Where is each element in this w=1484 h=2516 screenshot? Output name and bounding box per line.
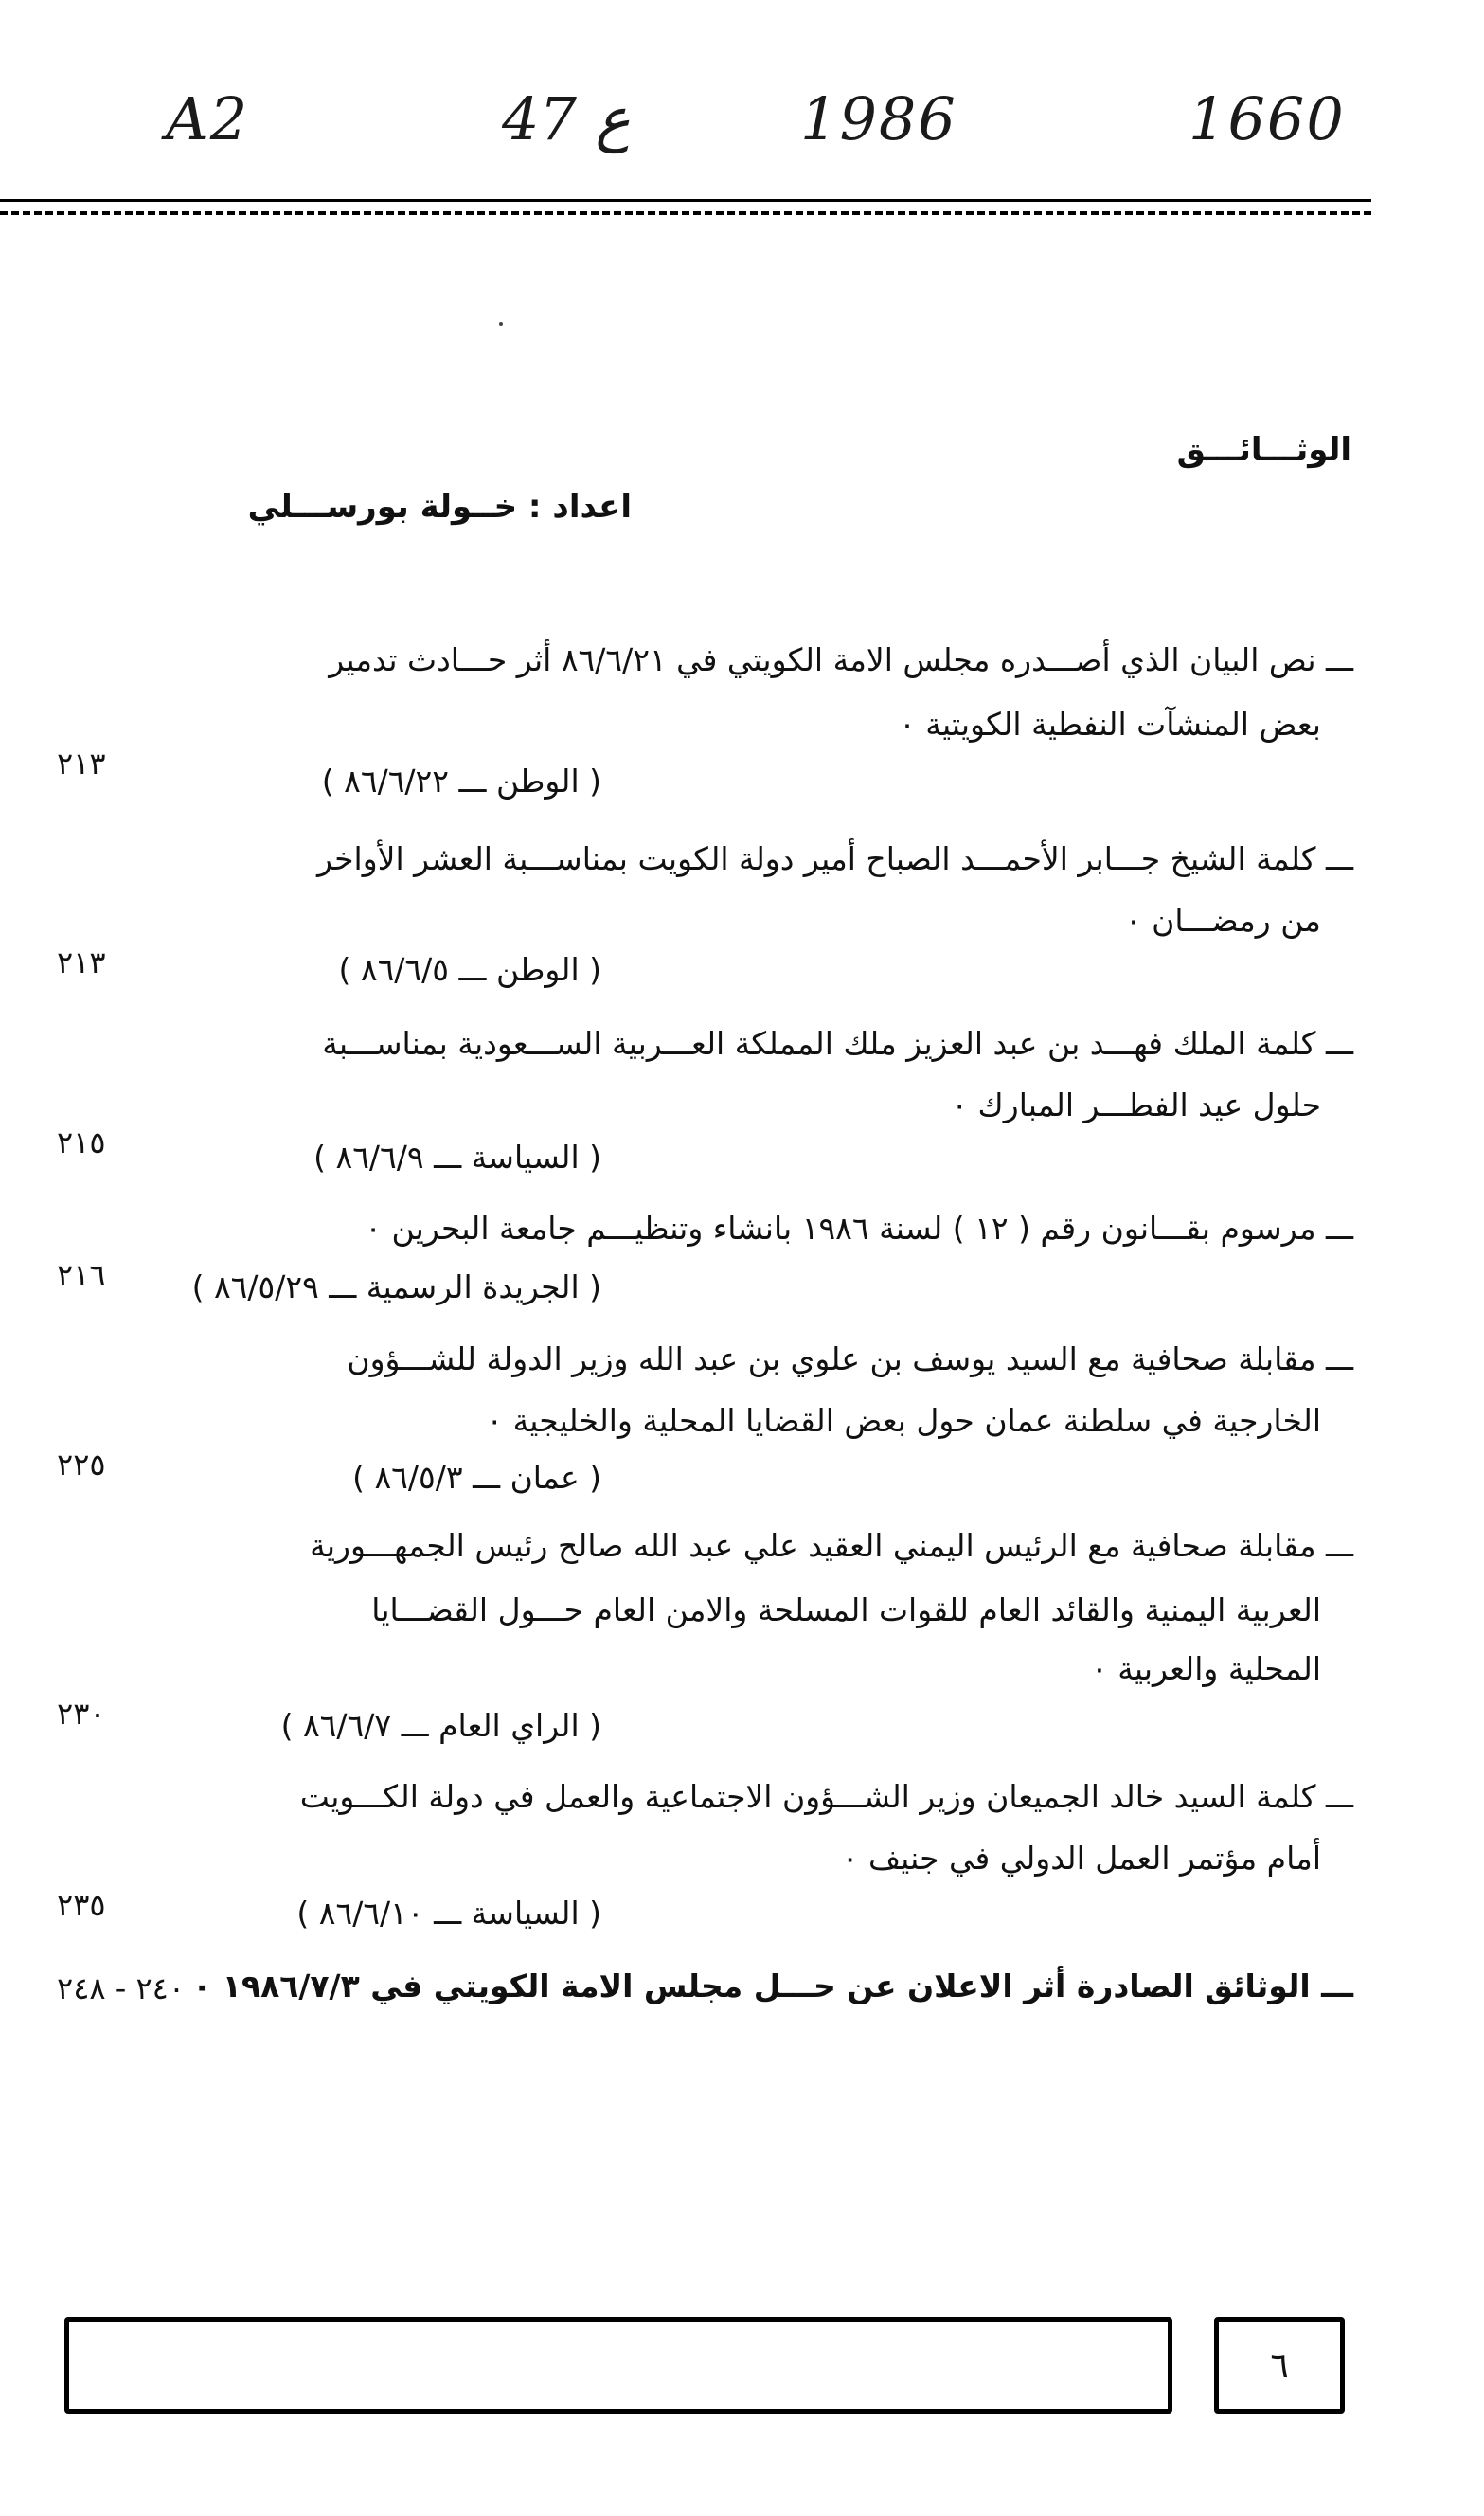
entry-2-page: ٢١٣ (57, 944, 106, 980)
entry-7-line-2: أمام مؤتمر العمل الدولي في جنيف ٠ (841, 1840, 1321, 1877)
handwritten-ref: ع 47 (502, 84, 631, 153)
entry-1-source: ( الوطن ـــ ٨٦/٦/٢٢ ) (321, 763, 601, 800)
entry-7-page: ٢٣٥ (57, 1887, 106, 1923)
entry-5-page: ٢٢٥ (57, 1447, 106, 1483)
header-dashed-rule (0, 211, 1371, 215)
page-number-box (1214, 2317, 1345, 2414)
speck (499, 322, 503, 326)
entry-6-line-2: العربية اليمنية والقائد العام للقوات المسلحة والامن العام حـــول القضـــايا (371, 1591, 1321, 1628)
handwritten-code: A2 (166, 84, 250, 153)
entry-3-line-1: ـــ كلمة الملك فهـــد بن عبد العزيز ملك المملكة العـــربية الســـعودية بمناســـبة (322, 1025, 1353, 1062)
prepared-by: اعداد : خــولة بورســـلي (247, 488, 632, 526)
entry-3-line-2: حلول عيد الفطـــر المبارك ٠ (951, 1087, 1321, 1123)
section-title: الوثـــائـــق (1176, 431, 1351, 469)
header-rule (0, 199, 1371, 202)
entry-6-line-3: المحلية والعربية ٠ (1090, 1650, 1321, 1687)
entry-1-line-1: ـــ نص البيان الذي أصـــدره مجلس الامة الكويتي في ٨٦/٦/٢١ أثر حـــادث تدمير (329, 641, 1353, 678)
entry-6-source: ( الراي العام ـــ ٨٦/٦/٧ ) (280, 1707, 601, 1744)
footer-box (64, 2317, 1172, 2414)
entry-3-page: ٢١٥ (57, 1124, 106, 1160)
entry-7-source: ( السياسة ـــ ٨٦/٦/١٠ ) (296, 1895, 601, 1932)
entry-1-line-2: بعض المنشآت النفطية الكويتية ٠ (899, 706, 1321, 743)
entry-6-line-1: ـــ مقابلة صحافية مع الرئيس اليمني العقيد علي عبد الله صالح رئيس الجمهـــورية (310, 1527, 1353, 1564)
entry-4-source: ( الجريدة الرسمية ـــ ٨٦/٥/٢٩ ) (191, 1268, 601, 1305)
entry-8-line-1: ـــ الوثائق الصادرة أثر الاعلان عن حـــل مجلس الامة الكويتي في ١٩٨٦/٧/٣ ٠ (192, 1968, 1353, 2004)
entry-4-line-1: ـــ مرسوم بقـــانون رقم ( ١٢ ) لسنة ١٩٨٦ بانشاء وتنظيـــم جامعة البحرين ٠ (365, 1210, 1353, 1247)
entry-5-line-2: الخارجية في سلطنة عمان حول بعض القضايا المحلية والخليجية ٠ (486, 1402, 1321, 1439)
entry-1-page: ٢١٣ (57, 746, 106, 782)
entry-8-page: ٢٤٠ - ٢٤٨ (57, 1970, 186, 2006)
handwritten-number: 1660 (1189, 84, 1346, 153)
page-number: ٦ (1270, 2345, 1289, 2385)
entry-2-line-1: ـــ كلمة الشيخ جـــابر الأحمـــد الصباح أمير دولة الكويت بمناســـبة العشر الأواخر (316, 840, 1353, 877)
entry-6-page: ٢٣٠ (57, 1696, 106, 1732)
entry-7-line-1: ـــ كلمة السيد خالد الجميعان وزير الشـــؤون الاجتماعية والعمل في دولة الكـــويت (299, 1778, 1353, 1815)
entry-2-line-2: من رمضـــان ٠ (1124, 902, 1321, 939)
entry-5-source: ( عمان ـــ ٨٦/٥/٣ ) (352, 1459, 601, 1496)
entry-4-page: ٢١٦ (57, 1257, 106, 1293)
handwritten-year: 1986 (800, 84, 957, 153)
entry-5-line-1: ـــ مقابلة صحافية مع السيد يوسف بن علوي بن عبد الله وزير الدولة للشـــؤون (347, 1340, 1353, 1377)
entry-3-source: ( السياسة ـــ ٨٦/٦/٩ ) (313, 1139, 601, 1176)
entry-2-source: ( الوطن ـــ ٨٦/٦/٥ ) (338, 951, 601, 988)
